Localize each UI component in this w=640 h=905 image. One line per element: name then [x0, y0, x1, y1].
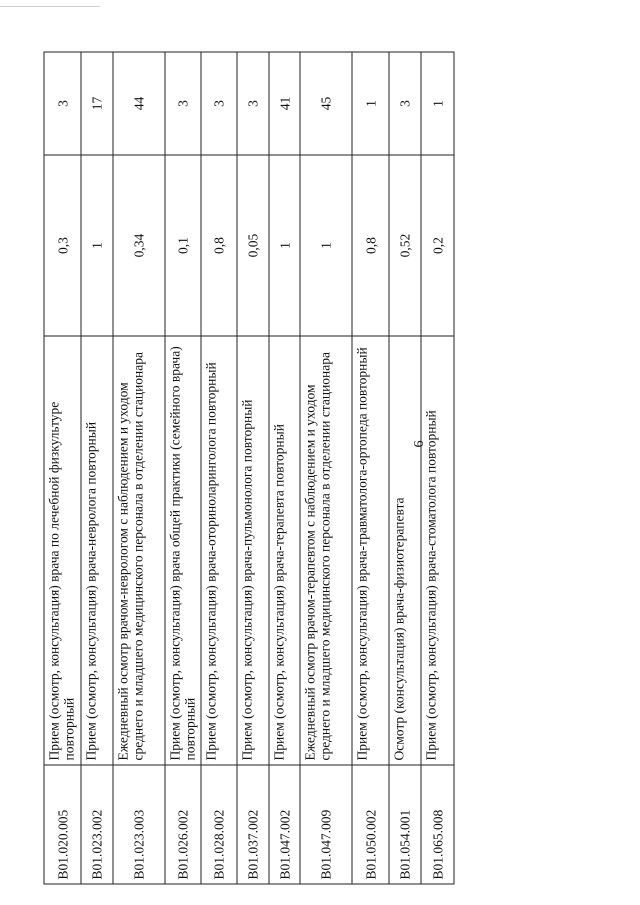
- service-name: Прием (осмотр, консультация) врача-пульмонолога повторный: [237, 336, 269, 765]
- table-row: [269, 52, 300, 884]
- frequency-coefficient: 0,05: [237, 155, 269, 336]
- service-name: Прием (осмотр, консультация) врача-невролога повторный: [81, 336, 113, 765]
- service-name: Ежедневный осмотр врачом-неврологом с наблюдением и уходом среднего и младшего медицинского персонала в отделении стационара: [113, 336, 165, 765]
- table-row: [44, 52, 81, 884]
- service-code: B01.065.008: [421, 765, 454, 884]
- frequency-coefficient: 0,8: [352, 155, 389, 336]
- table-row: [201, 52, 237, 884]
- table-row: [389, 52, 421, 884]
- service-name: Прием (осмотр, консультация) врача по лечебной физкультуре повторный: [44, 336, 81, 765]
- table-row: [237, 52, 269, 884]
- service-name: Осмотр (консультация) врача-физиотерапевта: [389, 336, 421, 765]
- average-count: 3: [44, 52, 81, 155]
- service-code: B01.023.002: [81, 765, 113, 884]
- average-count: 3: [237, 52, 269, 155]
- service-code: B01.050.002: [352, 765, 389, 884]
- average-count: 44: [113, 52, 165, 155]
- services-table: [43, 51, 454, 884]
- frequency-coefficient: 0,34: [113, 155, 165, 336]
- average-count: 17: [81, 52, 113, 155]
- service-name: Прием (осмотр, консультация) врача общей практики (семейного врача) повторный: [165, 336, 201, 765]
- service-code: B01.020.005: [44, 765, 81, 884]
- frequency-coefficient: 0,1: [165, 155, 201, 336]
- frequency-coefficient: 1: [81, 155, 113, 336]
- service-code: B01.037.002: [237, 765, 269, 884]
- frequency-coefficient: 0,3: [44, 155, 81, 336]
- table-row: [421, 52, 454, 884]
- service-code: B01.026.002: [165, 765, 201, 884]
- table-row: [113, 52, 165, 884]
- table-row: [165, 52, 201, 884]
- frequency-coefficient: 0,52: [389, 155, 421, 336]
- frequency-coefficient: 1: [269, 155, 300, 336]
- service-name: Прием (осмотр, консультация) врача-стоматолога повторный: [421, 336, 454, 765]
- service-code: B01.054.001: [389, 765, 421, 884]
- service-name: Прием (осмотр, консультация) врача-терапевта повторный: [269, 336, 300, 765]
- page-number: 6: [412, 440, 427, 448]
- service-code: B01.023.003: [113, 765, 165, 884]
- service-code: B01.028.002: [201, 765, 237, 884]
- service-code: B01.047.002: [269, 765, 300, 884]
- average-count: 45: [300, 52, 352, 155]
- service-name: Ежедневный осмотр врачом-терапевтом с наблюдением и уходом среднего и младшего медицинского персонала в отделении стационара: [300, 336, 352, 765]
- scan-edge-line: [0, 6, 100, 7]
- table-row: [352, 52, 389, 884]
- frequency-coefficient: 0,8: [201, 155, 237, 336]
- average-count: 1: [352, 52, 389, 155]
- table-row: [81, 52, 113, 884]
- average-count: 1: [421, 52, 454, 155]
- services-table-wrapper: [43, 51, 453, 884]
- service-code: B01.047.009: [300, 765, 352, 884]
- average-count: 3: [165, 52, 201, 155]
- average-count: 41: [269, 52, 300, 155]
- service-name: Прием (осмотр, консультация) врача-оториноларинголога повторный: [201, 336, 237, 765]
- table-row: [300, 52, 352, 884]
- frequency-coefficient: 1: [300, 155, 352, 336]
- average-count: 3: [389, 52, 421, 155]
- service-name: Прием (осмотр, консультация) врача-травматолога-ортопеда повторный: [352, 336, 389, 765]
- average-count: 3: [201, 52, 237, 155]
- frequency-coefficient: 0,2: [421, 155, 454, 336]
